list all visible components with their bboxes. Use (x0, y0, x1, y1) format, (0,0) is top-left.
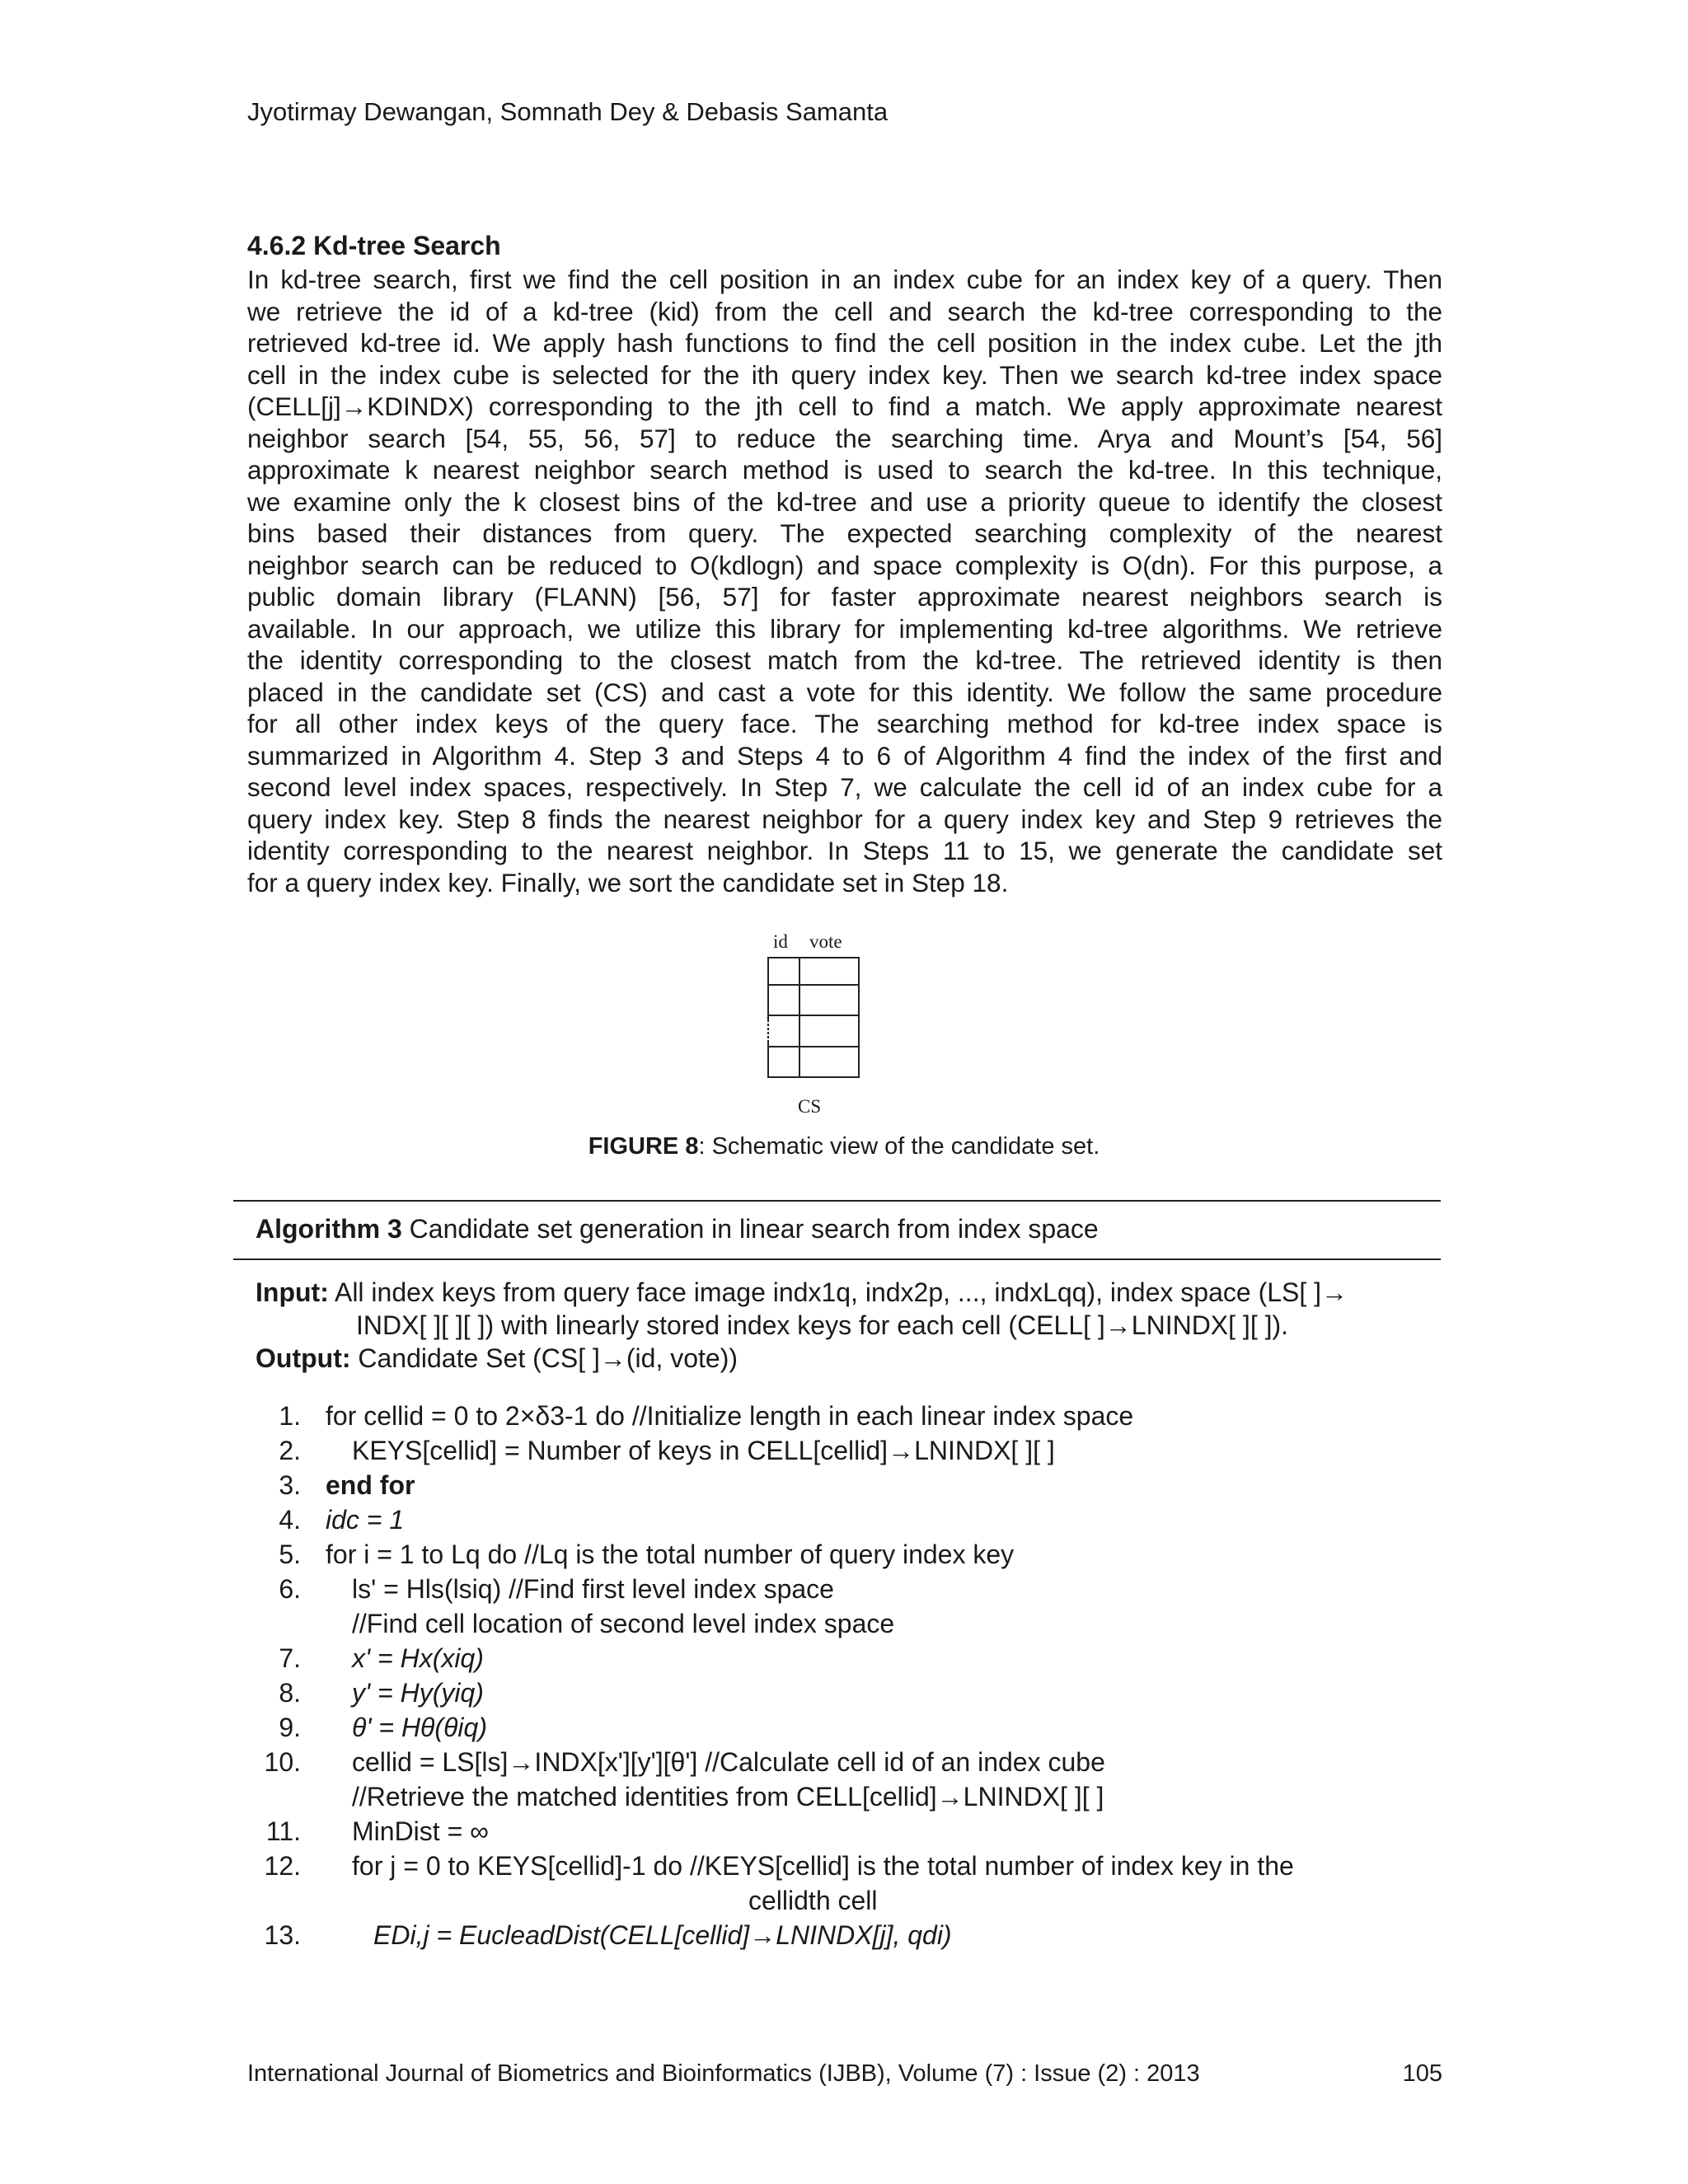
input-label: Input: (256, 1277, 329, 1307)
step-number: 8. (279, 1678, 301, 1708)
algorithm-output (256, 1342, 738, 1375)
step-number: 5. (279, 1540, 301, 1569)
step-number: 6. (279, 1574, 301, 1604)
body-line: bins based their distances from query. The expected searching complexity of the nearest (247, 518, 1442, 548)
body-line: available. In our approach, we utilize this library for implementing kd-tree algorithms. We retrieve (247, 613, 1442, 644)
body-line: In kd-tree search, first we find the cell position in an index cube for an index key of a query. Then (247, 265, 1442, 294)
body-line: second level index spaces, respectively. In Step 7, we calculate the cell id of an index cube for a (247, 772, 1442, 802)
figure-label-cs: CS (798, 1096, 822, 1117)
step-number: 9. (279, 1713, 301, 1742)
step-text: EDi,j = EucleadDist(CELL[cellid]→LNINDX[j], qdi) (373, 1920, 952, 1950)
algorithm-input (256, 1276, 1348, 1309)
body-line: placed in the candidate set (CS) and cast a vote for this identity. We follow the same procedure (247, 677, 1442, 707)
step-text: ls' = Hls(lsiq) //Find first level index space (352, 1574, 834, 1604)
input-text-line1: All index keys from query face image indx1q, indx2p, ..., indxLqq), index space (LS[ ]→ (334, 1277, 1348, 1307)
step-text: x' = Hx(xiq) (352, 1643, 484, 1673)
step-text: idc = 1 (326, 1505, 405, 1535)
column-label-vote: vote (809, 931, 842, 952)
step-number: 10. (264, 1747, 301, 1777)
step-text: y' = Hy(yiq) (352, 1678, 484, 1708)
body-line: for a query index key. Finally, we sort the candidate set in Step 18. (247, 867, 1009, 898)
step-text: θ' = Hθ(θiq) (352, 1713, 487, 1742)
output-label: Output: (256, 1343, 351, 1373)
step-text: cellid = LS[ls]→INDX[x'][y'][θ'] //Calculate cell id of an index cube (352, 1747, 1105, 1777)
output-text: Candidate Set (CS[ ]→(id, vote)) (358, 1343, 738, 1373)
column-label-id: id (773, 931, 788, 952)
step-text: cellidth cell (748, 1886, 878, 1915)
body-line: retrieved kd-tree id. We apply hash functions to find the cell position in the index cube. Let the jth (247, 328, 1442, 358)
step-number: 1. (279, 1401, 301, 1431)
body-line: query index key. Step 8 finds the nearest neighbor for a query index key and Step 9 retrieves the (247, 804, 1442, 834)
algorithm-header-rule (233, 1258, 1441, 1260)
body-paragraph (247, 264, 1442, 898)
algorithm-top-rule (233, 1200, 1441, 1202)
running-header: Jyotirmay Dewangan, Somnath Dey & Debasis Samanta (247, 97, 889, 126)
step-number: 4. (279, 1505, 301, 1535)
algorithm-title-text: Candidate set generation in linear search from index space (401, 1214, 1099, 1244)
step-text: //Retrieve the matched identities from CELL[cellid]→LNINDX[ ][ ] (352, 1782, 1104, 1811)
body-line: summarized in Algorithm 4. Step 3 and Steps 4 to 6 of Algorithm 4 find the index of the first and (247, 740, 1442, 771)
section-title: 4.6.2 Kd-tree Search (247, 231, 501, 260)
body-line: approximate k nearest neighbor search method is used to search the kd-tree. In this technique, (247, 455, 1442, 485)
step-text: MinDist = ∞ (352, 1816, 489, 1846)
journal-footer: International Journal of Biometrics and Bioinformatics (IJBB), Volume (7) : Issue (2) : 2013 (247, 2060, 1200, 2087)
candidate-set-figure (758, 931, 923, 1121)
body-line: we examine only the k closest bins of the kd-tree and use a priority queue to identify the closest (247, 486, 1442, 517)
step-text: KEYS[cellid] = Number of keys in CELL[cellid]→LNINDX[ ][ ] (352, 1436, 1055, 1465)
body-line: identity corresponding to the nearest neighbor. In Steps 11 to 15, we generate the candidate set (247, 836, 1442, 865)
figure-caption-number: FIGURE 8 (588, 1133, 699, 1160)
body-line: public domain library (FLANN) [56, 57] for faster approximate nearest neighbors search is (247, 582, 1442, 612)
body-line: cell in the index cube is selected for the ith query index key. Then we search kd-tree index space (247, 359, 1442, 390)
input-text-line2: INDX[ ][ ][ ]) with linearly stored index keys for each cell (CELL[ ]→LNINDX[ ][ ]). (356, 1310, 1289, 1340)
step-number: 7. (279, 1643, 301, 1673)
step-number: 2. (279, 1436, 301, 1465)
algorithm-title-label: Algorithm 3 (256, 1214, 402, 1244)
step-text: end for (326, 1470, 415, 1500)
body-line: neighbor search can be reduced to O(kdlogn) and space complexity is O(dn). For this purpose, a (247, 550, 1442, 580)
step-number: 11. (265, 1816, 301, 1846)
step-number: 12. (264, 1851, 301, 1881)
figure-caption (0, 1133, 1688, 1160)
body-line: for all other index keys of the query face. The searching method for kd-tree index space is (247, 709, 1442, 738)
candidate-set-table (758, 956, 923, 1121)
algorithm-input-cont (356, 1309, 1288, 1342)
body-line: the identity corresponding to the closest match from the kd-tree. The retrieved identity is then (247, 645, 1442, 675)
step-number: 13. (264, 1920, 301, 1950)
step-text: for j = 0 to KEYS[cellid]-1 do //KEYS[cellid] is the total number of index key in the (352, 1851, 1294, 1881)
algorithm-title (256, 1214, 1099, 1244)
step-text: for i = 1 to Lq do //Lq is the total number of query index key (326, 1540, 1015, 1569)
body-line: neighbor search [54, 55, 56, 57] to reduce the searching time. Arya and Mount’s [54, 56] (247, 423, 1442, 453)
step-text: //Find cell location of second level index space (352, 1609, 895, 1638)
step-text: for cellid = 0 to 2×δ3-1 do //Initialize length in each linear index space (326, 1401, 1134, 1431)
step-number: 3. (279, 1470, 301, 1500)
page-number: 105 (1402, 2060, 1442, 2087)
body-line: we retrieve the id of a kd-tree (kid) from the cell and search the kd-tree corresponding to the (247, 296, 1442, 326)
figure-caption-text: : Schematic view of the candidate set. (698, 1133, 1100, 1160)
body-line: (CELL[j]→KDINDX) corresponding to the jth cell to find a match. We apply approximate nearest (247, 391, 1442, 421)
